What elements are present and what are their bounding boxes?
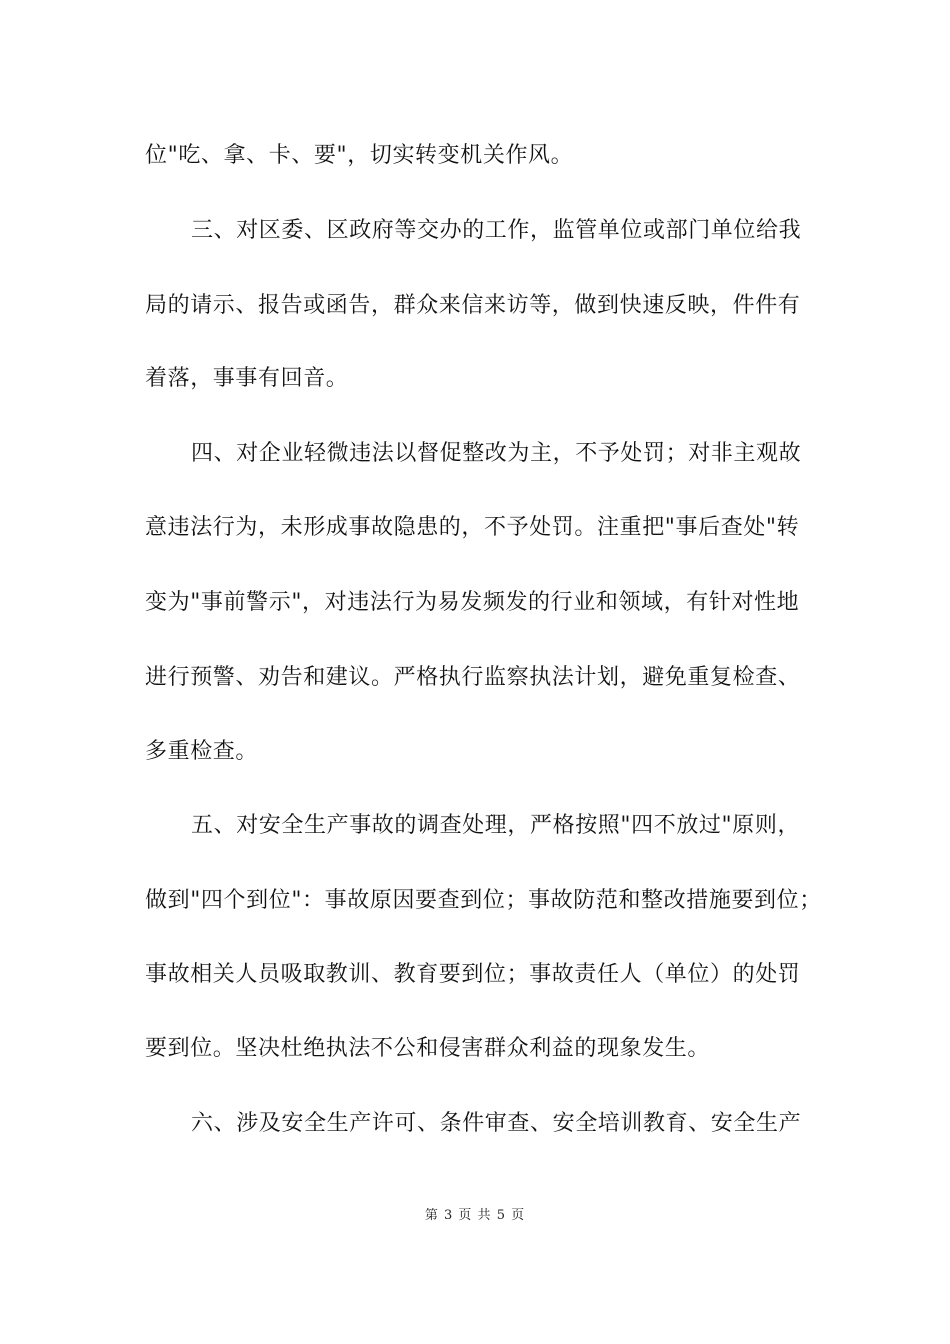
text-line: 多重检查。: [145, 739, 259, 764]
page-number-footer: 第 3 页 共 5 页: [424, 1208, 526, 1223]
text-line: 着落，事事有回音。: [145, 366, 349, 391]
text-line: 局的请示、报告或函告，群众来信来访等，做到快速反映，件件有: [145, 293, 801, 318]
text-line: 进行预警、劝告和建议。严格执行监察执法计划，避免重复检查、: [145, 665, 801, 690]
text-line: 位"吃、拿、卡、要"，切实转变机关作风。: [145, 143, 574, 168]
text-line: 事故相关人员吸取教训、教育要到位；事故责任人（单位）的处罚: [145, 962, 801, 987]
text-line: 要到位。坚决杜绝执法不公和侵害群众利益的现象发生。: [145, 1036, 711, 1061]
text-line: 五、对安全生产事故的调查处理，严格按照"四不放过"原则，: [191, 813, 801, 838]
text-line: 三、对区委、区政府等交办的工作，监管单位或部门单位给我: [191, 218, 802, 243]
text-line: 六、涉及安全生产许可、条件审查、安全培训教育、安全生产: [191, 1111, 802, 1136]
text-line: 变为"事前警示"，对违法行为易发频发的行业和领域，有针对性地: [145, 590, 800, 615]
text-line: 意违法行为，未形成事故隐患的，不予处罚。注重把"事后查处"转: [145, 515, 800, 540]
text-line: 四、对企业轻微违法以督促整改为主，不予处罚；对非主观故: [191, 441, 802, 466]
text-line: 做到"四个到位"：事故原因要查到位；事故防范和整改措施要到位；: [145, 888, 822, 913]
